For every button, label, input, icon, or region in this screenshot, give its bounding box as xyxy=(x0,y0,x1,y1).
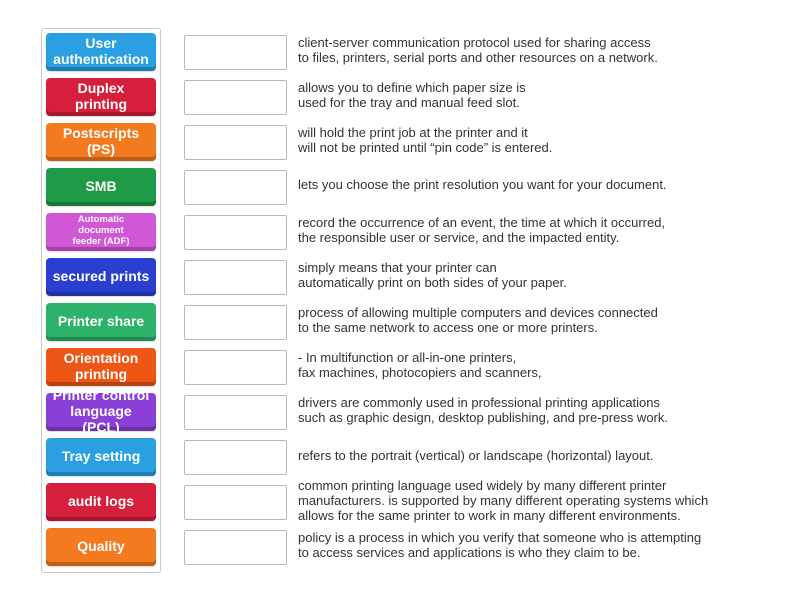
definition-text: allows you to define which paper size is used for the tray and manual feed slot. xyxy=(298,80,526,110)
definition-text: process of allowing multiple computers and devices connected to the same network to access one or more printers. xyxy=(298,305,658,335)
definition-text: refers to the portrait (vertical) or landscape (horizontal) layout. xyxy=(298,448,654,463)
tile-printer-share[interactable]: Printer share xyxy=(46,303,156,341)
tile-smb[interactable]: SMB xyxy=(46,168,156,206)
tile-tray-setting[interactable]: Tray setting xyxy=(46,438,156,476)
tile-audit-logs[interactable]: audit logs xyxy=(46,483,156,521)
drop-slot-1[interactable] xyxy=(184,35,287,70)
drop-slot-6[interactable] xyxy=(184,260,287,295)
definition-text: policy is a process in which you verify that someone who is attempting to access services and applications is who they claim to be. xyxy=(298,530,702,560)
drop-slot-9[interactable] xyxy=(184,395,287,430)
tile-orientation-printing[interactable]: Orientation printing xyxy=(46,348,156,386)
definition-text: - In multifunction or all-in-one printers, fax machines, photocopiers and scanners, xyxy=(298,350,542,380)
drop-slot-3[interactable] xyxy=(184,125,287,160)
drop-slot-11[interactable] xyxy=(184,485,287,520)
definition-text: common printing language used widely by many different printer manufacturers. is supported by many different operating systems which allows for the same printer to work in many different environments. xyxy=(298,478,709,523)
tile-printer-control-language[interactable]: Printer control language (PCL) xyxy=(46,393,156,431)
drop-slot-8[interactable] xyxy=(184,350,287,385)
drop-slot-4[interactable] xyxy=(184,170,287,205)
tile-secured-prints[interactable]: secured prints xyxy=(46,258,156,296)
drop-slot-10[interactable] xyxy=(184,440,287,475)
tile-user-authentication[interactable]: User authentication xyxy=(46,33,156,71)
drop-slot-12[interactable] xyxy=(184,530,287,565)
tile-quality[interactable]: Quality xyxy=(46,528,156,566)
drop-slot-2[interactable] xyxy=(184,80,287,115)
drop-slot-5[interactable] xyxy=(184,215,287,250)
drop-slot-7[interactable] xyxy=(184,305,287,340)
tile-duplex-printing[interactable]: Duplex printing xyxy=(46,78,156,116)
tile-postscripts[interactable]: Postscripts (PS) xyxy=(46,123,156,161)
definition-text: client-server communication protocol used for sharing access to files, printers, serial ports and other resources on a network. xyxy=(298,35,658,65)
definition-text: lets you choose the print resolution you want for your document. xyxy=(298,177,667,192)
tile-automatic-document-feeder[interactable]: Automatic document feeder (ADF) xyxy=(46,213,156,251)
definition-text: drivers are commonly used in professional printing applications such as graphic design, desktop publishing, and pre-press work. xyxy=(298,395,668,425)
definition-text: simply means that your printer can automatically print on both sides of your paper. xyxy=(298,260,567,290)
definition-text: record the occurrence of an event, the time at which it occurred, the responsible user or service, and the impacted entity. xyxy=(298,215,666,245)
definition-text: will hold the print job at the printer and it will not be printed until “pin code” is entered. xyxy=(298,125,553,155)
